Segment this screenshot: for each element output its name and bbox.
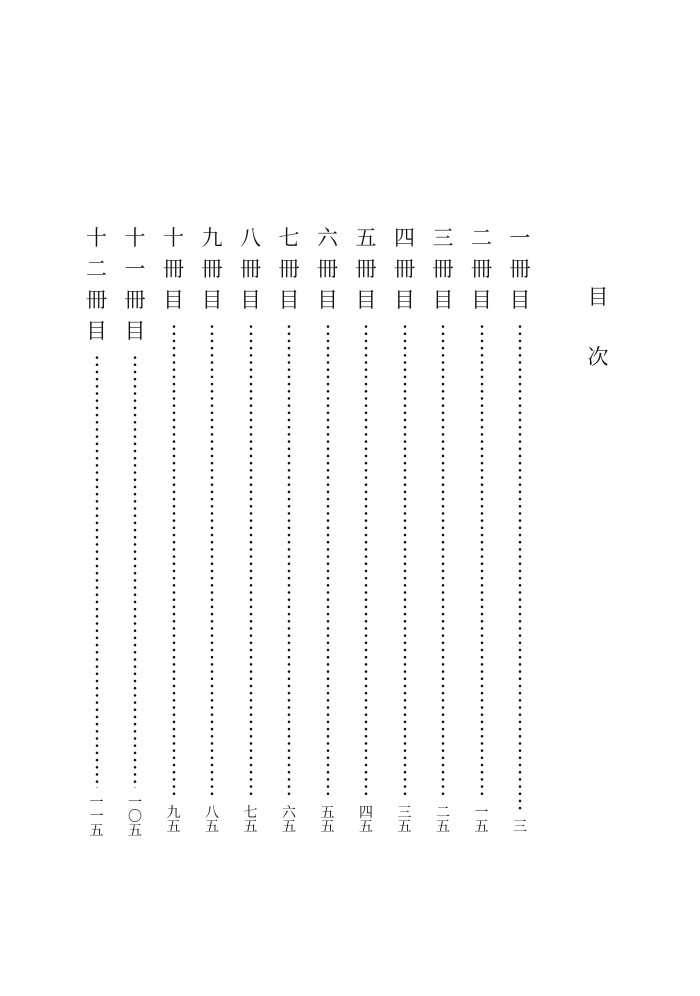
toc-page-number [429, 806, 457, 834]
toc-entry-title-char: 目 [240, 288, 261, 312]
toc-page-number-digit: 五 [243, 819, 258, 835]
toc-entry [352, 0, 380, 996]
toc-entry-title-char: 冊 [278, 257, 300, 281]
toc-entry-title-char: 九 [201, 226, 223, 250]
toc-page-number-digit: 五 [359, 819, 373, 835]
toc-page-number-digit: 一 [89, 795, 104, 811]
toc-dot-leader [441, 323, 445, 798]
toc-entry [237, 0, 265, 996]
toc-entry-title-char: 二 [471, 226, 492, 250]
toc-entry-title-char: 目 [509, 288, 531, 312]
toc-dot-leader [480, 323, 484, 798]
toc-entry-title-char: 冊 [201, 257, 223, 281]
toc-entry-title-char: 目 [163, 288, 184, 312]
toc-page-number-digit: 五 [320, 819, 335, 835]
toc-entry-title-char: 一 [124, 257, 146, 281]
toc-entry-title-char: 冊 [355, 257, 377, 281]
toc-page-number [121, 796, 149, 838]
toc-entry [275, 0, 303, 996]
toc-page-number [391, 806, 419, 834]
toc-page-number-digit: 三 [397, 805, 412, 821]
toc-page-number-digit: 五 [282, 819, 296, 835]
toc-entry [391, 0, 419, 996]
toc-dot-leader [172, 323, 176, 798]
toc-page-number-digit: 九 [166, 805, 181, 821]
toc-page-number [237, 806, 265, 834]
toc-entry-title-char: 七 [278, 226, 300, 250]
toc-page-number-digit: 三 [513, 819, 527, 835]
toc-entry-title-char: 目 [317, 288, 338, 312]
toc-entry-title-char: 十 [124, 226, 146, 250]
toc-page-number [352, 806, 380, 834]
toc-entry [314, 0, 342, 996]
toc-entry [160, 0, 188, 996]
toc-heading-char: 目 [587, 285, 609, 309]
toc-entry [198, 0, 226, 996]
toc-page-number-digit: 五 [128, 823, 142, 839]
toc-entry-title-char: 三 [432, 226, 454, 250]
toc-page-number [160, 806, 188, 834]
toc-page-number-digit: 五 [436, 819, 450, 835]
toc-entry [506, 0, 534, 996]
toc-page-number-digit: 五 [166, 819, 181, 835]
toc-page-number-digit: 七 [243, 805, 258, 821]
toc-page-number-digit: 一 [89, 809, 104, 825]
toc-page-number [506, 820, 534, 834]
toc-entry-title-char: 八 [240, 226, 261, 250]
toc-entry-title-char: 冊 [86, 288, 107, 312]
toc-entry-title-char: 六 [317, 226, 338, 250]
toc-entry-title-char: 目 [432, 288, 454, 312]
toc-dot-leader [95, 354, 99, 788]
toc-entry-title-char: 二 [86, 257, 107, 281]
toc-page-number-digit: 〇 [128, 809, 142, 825]
toc-page-number-digit: 六 [282, 805, 296, 821]
toc-entry-title-char: 冊 [240, 257, 261, 281]
toc-page-number-digit: 四 [359, 805, 373, 821]
toc-page-number-digit: 五 [320, 805, 335, 821]
toc-entry-title-char: 冊 [163, 257, 184, 281]
toc-dot-leader [364, 323, 368, 798]
toc-page-number-digit: 二 [436, 805, 450, 821]
toc-dot-leader [403, 323, 407, 798]
toc-entry-title-char: 冊 [394, 257, 415, 281]
toc-page-number-digit: 五 [474, 819, 489, 835]
toc-entry-title-char: 十 [86, 226, 107, 250]
toc-dot-leader [249, 323, 253, 798]
toc-page-number-digit: 五 [89, 823, 104, 839]
toc-page-number-digit: 五 [397, 819, 412, 835]
toc-entry-title-char: 目 [355, 288, 377, 312]
toc-page-number-digit: 一 [474, 805, 489, 821]
toc-heading-char: 次 [587, 345, 609, 369]
toc-dot-leader [326, 323, 330, 798]
toc-entry-title-char: 目 [278, 288, 300, 312]
toc-page-number-digit: 五 [205, 819, 219, 835]
toc-entry-title-char: 目 [394, 288, 415, 312]
toc-page-number [314, 806, 342, 834]
toc-page-number-digit: 一 [128, 795, 142, 811]
toc-entry-title-char: 十 [163, 226, 184, 250]
toc-entry-title-char: 冊 [432, 257, 454, 281]
toc-dot-leader [287, 323, 291, 798]
toc-entry-title-char: 目 [471, 288, 492, 312]
toc-entry-title-char: 四 [394, 226, 415, 250]
toc-entry-title-char: 目 [124, 319, 146, 343]
toc-dot-leader [518, 323, 522, 812]
toc-entry-title-char: 目 [201, 288, 223, 312]
toc-entry-title-char: 五 [355, 226, 377, 250]
toc-entry [83, 0, 111, 996]
toc-page-number [198, 806, 226, 834]
toc-page-number [275, 806, 303, 834]
toc-entry-title-char: 目 [86, 319, 107, 343]
toc-dot-leader [210, 323, 214, 798]
toc-page-number [83, 796, 111, 838]
toc-entry-title-char: 冊 [317, 257, 338, 281]
toc-entry-title-char: 冊 [124, 288, 146, 312]
toc-entry-title-char: 一 [509, 226, 531, 250]
toc-entry [429, 0, 457, 996]
toc-entry-title-char: 冊 [509, 257, 531, 281]
toc-entry [121, 0, 149, 996]
toc-dot-leader [133, 354, 137, 788]
toc-page-number [468, 806, 496, 834]
toc-entry [468, 0, 496, 996]
toc-page-number-digit: 八 [205, 805, 219, 821]
toc-entry-title-char: 冊 [471, 257, 492, 281]
